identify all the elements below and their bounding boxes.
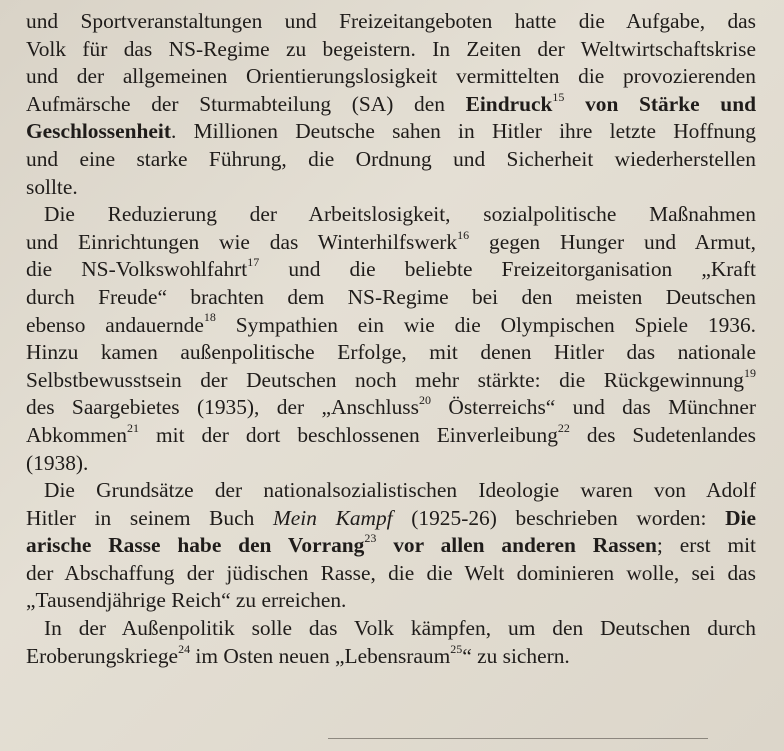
text-run: Die Grundsätze der nationalsozialistischen Ideologie waren von Adolf xyxy=(44,478,756,503)
text-run: Hitler in seinem Buch xyxy=(26,505,273,530)
text-run: sollte. xyxy=(26,174,78,199)
text-line xyxy=(26,422,756,450)
text-run: und eine starke Führung, die Ordnung und Sicherheit wiederherstellen xyxy=(26,146,756,171)
text-run: . Millionen Deutsche sahen in Hitler ihre letzte Hoffnung xyxy=(170,119,756,144)
body-text xyxy=(26,8,756,670)
text-run: Eroberungskriege xyxy=(26,643,179,668)
text-run: im Osten neuen „Lebensraum xyxy=(190,643,451,668)
text-line xyxy=(26,118,756,146)
bold-term: Eindruck xyxy=(465,91,553,116)
bold-term: arische Rasse habe den Vorrang xyxy=(26,533,365,558)
text-line xyxy=(26,229,756,257)
text-line xyxy=(26,560,756,588)
bold-term: vor allen anderen Rassen xyxy=(376,533,657,558)
footnote-rule xyxy=(328,738,708,739)
text-line xyxy=(26,450,756,478)
footnote-marker: 22 xyxy=(557,420,570,435)
text-run: ebenso andauernde xyxy=(26,312,204,337)
text-run: der Abschaffung der jüdischen Rasse, die die Welt dominieren wolle, sei das xyxy=(26,560,756,585)
text-line xyxy=(26,643,756,671)
text-run: mit der dort beschlossenen Einverleibung xyxy=(139,422,558,447)
footnote-marker: 18 xyxy=(203,310,216,325)
text-line xyxy=(26,477,756,505)
book-title: Mein Kampf xyxy=(272,505,393,530)
text-line xyxy=(26,201,756,229)
text-run: die NS-Volkswohlfahrt xyxy=(26,257,248,282)
footnote-marker: 23 xyxy=(364,531,377,546)
footnote-marker: 21 xyxy=(127,420,139,435)
paragraph xyxy=(26,8,756,201)
footnote-marker: 15 xyxy=(552,89,565,104)
text-run: Die Reduzierung der Arbeitslosigkeit, sozialpolitische Maßnahmen xyxy=(44,202,756,227)
text-run: und der allgemeinen Orientierungslosigkeit vermittelten die provozierenden xyxy=(26,64,756,89)
text-line xyxy=(26,312,756,340)
text-line xyxy=(26,36,756,64)
text-line xyxy=(26,532,756,560)
paragraph xyxy=(26,201,756,477)
text-line xyxy=(26,256,756,284)
text-run: des Saargebietes (1935), der „Anschluss xyxy=(26,395,419,420)
bold-term: Die xyxy=(725,505,756,530)
text-run: (1925-26) beschrieben worden: xyxy=(392,505,726,530)
footnote-marker: 25 xyxy=(450,641,463,656)
text-run: und Einrichtungen wie das Winterhilfswerk xyxy=(26,229,458,254)
text-run: und die beliebte Freizeitorganisation „Kraft xyxy=(259,257,756,282)
footnote-marker: 20 xyxy=(418,393,431,408)
text-run: “ zu sichern. xyxy=(462,643,570,668)
text-line xyxy=(26,367,756,395)
text-line xyxy=(26,339,756,367)
footnote-marker: 16 xyxy=(457,227,470,242)
text-run: „Tausendjährige Reich“ zu erreichen. xyxy=(26,588,347,613)
text-run: gegen Hunger und Armut, xyxy=(469,229,756,254)
text-line xyxy=(26,615,756,643)
text-run: durch Freude“ brachten dem NS-Regime bei den meisten Deutschen xyxy=(26,284,756,309)
text-line xyxy=(26,284,756,312)
text-run: In der Außenpolitik solle das Volk kämpfen, um den Deutschen durch xyxy=(44,616,756,641)
text-run: Aufmärsche der Sturmabteilung (SA) den xyxy=(26,91,466,116)
text-run: des Sudetenlandes xyxy=(569,422,756,447)
text-line xyxy=(26,8,756,36)
bold-term: von Stärke und xyxy=(564,91,756,116)
text-run: Sympathien ein wie die Olympischen Spiele 1936. xyxy=(215,312,756,337)
text-line xyxy=(26,505,756,533)
paragraph xyxy=(26,477,756,615)
text-run: Selbstbewusstsein der Deutschen noch mehr stärkte: die Rückgewinnung xyxy=(26,367,744,392)
text-run: Hinzu kamen außenpolitische Erfolge, mit denen Hitler das nationale xyxy=(26,340,756,365)
text-line xyxy=(26,146,756,174)
text-line xyxy=(26,91,756,119)
paragraph xyxy=(26,615,756,670)
text-run: Österreichs“ und das Münchner xyxy=(430,395,756,420)
footnote-marker: 17 xyxy=(247,255,260,270)
bold-term: Geschlossenheit xyxy=(26,119,171,144)
text-run: und Sportveranstaltungen und Freizeitangeboten hatte die Aufgabe, das xyxy=(26,9,756,33)
text-line xyxy=(26,174,756,202)
text-run: Abkommen xyxy=(26,422,127,447)
footnote-marker: 19 xyxy=(744,365,756,380)
text-line xyxy=(26,394,756,422)
text-run: ; erst mit xyxy=(656,533,756,558)
text-run: (1938). xyxy=(26,450,89,475)
text-line xyxy=(26,587,756,615)
text-line xyxy=(26,63,756,91)
text-run: Volk für das NS-Regime zu begeistern. In Zeiten der Weltwirtschaftskrise xyxy=(26,36,756,61)
footnote-marker: 24 xyxy=(178,641,191,656)
